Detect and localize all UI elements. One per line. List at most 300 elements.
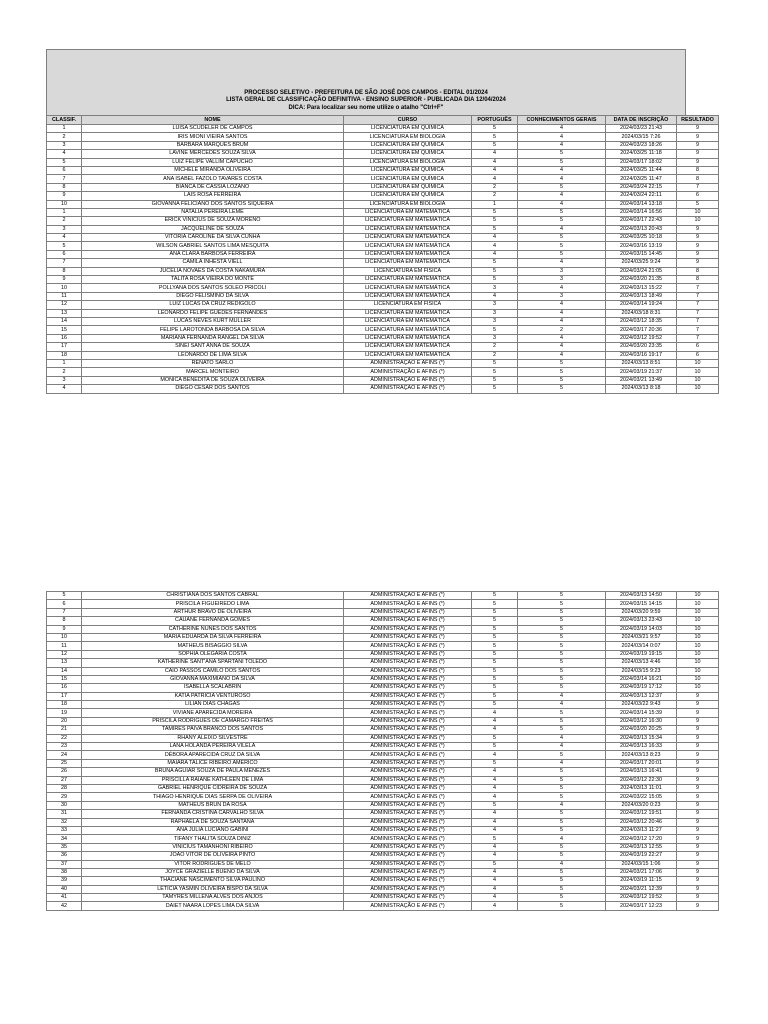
- portugues-cell: 5: [472, 267, 518, 275]
- course-cell: LICENCIATURA EM QUÍMICA: [344, 192, 472, 200]
- result-cell: 9: [677, 835, 719, 843]
- portugues-cell: 5: [472, 359, 518, 367]
- table-row: [47, 192, 719, 200]
- course-cell: ADMINISTRAÇÃO E AFINS (*): [344, 810, 472, 818]
- classif-cell: 34: [47, 835, 82, 843]
- name-cell: WILSON GABRIEL SANTOS LIMA MESQUITA: [82, 242, 344, 250]
- portugues-cell: 5: [472, 743, 518, 751]
- inscription-date-cell: 2024/03/20 23:35: [606, 343, 677, 351]
- table-body-page-2: [47, 592, 719, 911]
- table-row: [47, 334, 719, 342]
- name-cell: DIEGO FELISMINO DA SILVA: [82, 292, 344, 300]
- inscription-date-cell: 2024/03/22 9:43: [606, 701, 677, 709]
- result-cell: 9: [677, 234, 719, 242]
- table-row: [47, 175, 719, 183]
- course-cell: ADMINISTRAÇÃO E AFINS (*): [344, 868, 472, 876]
- result-cell: 9: [677, 133, 719, 141]
- name-cell: MARCEL MONTEIRO: [82, 368, 344, 376]
- result-cell: 10: [677, 617, 719, 625]
- course-cell: LICENCIATURA EM QUÍMICA: [344, 150, 472, 158]
- table-row: [47, 776, 719, 784]
- table-row: [47, 894, 719, 902]
- course-cell: LICENCIATURA EM MATEMÁTICA: [344, 343, 472, 351]
- result-cell: 9: [677, 701, 719, 709]
- name-cell: MARIANA FERNANDA RANGEL DA SILVA: [82, 334, 344, 342]
- course-cell: ADMINISTRAÇÃO E AFINS (*): [344, 885, 472, 893]
- course-cell: ADMINISTRAÇÃO E AFINS (*): [344, 734, 472, 742]
- classif-cell: 12: [47, 301, 82, 309]
- title-line-3: DICA: Para localizar seu nome utilize o atalho "Ctrl+F": [288, 104, 444, 111]
- inscription-date-cell: 2024/03/12 19:51: [606, 810, 677, 818]
- result-cell: 10: [677, 659, 719, 667]
- classif-cell: 15: [47, 675, 82, 683]
- conhecimentos-gerais-cell: 3: [518, 292, 606, 300]
- portugues-cell: 4: [472, 242, 518, 250]
- classif-cell: 39: [47, 877, 82, 885]
- portugues-cell: 4: [472, 234, 518, 242]
- inscription-date-cell: 2024/03/12 16:30: [606, 717, 677, 725]
- result-cell: 9: [677, 768, 719, 776]
- course-cell: ADMINISTRAÇÃO E AFINS (*): [344, 784, 472, 792]
- name-cell: THIAGO HENRIQUE DIAS SERPA DE OLIVEIRA: [82, 793, 344, 801]
- inscription-date-cell: 2024/03/13 18:49: [606, 292, 677, 300]
- name-cell: BIANCA DE CASSIA LOZANO: [82, 183, 344, 191]
- classif-cell: 33: [47, 826, 82, 834]
- inscription-date-cell: 2024/03/24 22:11: [606, 192, 677, 200]
- conhecimentos-gerais-cell: 5: [518, 242, 606, 250]
- portugues-cell: 5: [472, 692, 518, 700]
- conhecimentos-gerais-cell: 5: [518, 894, 606, 902]
- classif-cell: 29: [47, 793, 82, 801]
- conhecimentos-gerais-cell: 5: [518, 768, 606, 776]
- name-cell: GABRIEL HENRIQUE CIDREIRA DE SOUZA: [82, 784, 344, 792]
- name-cell: RAPHAELA DE SOUZA SANTANA: [82, 818, 344, 826]
- name-cell: CAIO PASSOS CAMILO DOS SANTOS: [82, 667, 344, 675]
- table-row: [47, 608, 719, 616]
- portugues-cell: 5: [472, 625, 518, 633]
- inscription-date-cell: 2024/03/13 8:51: [606, 359, 677, 367]
- inscription-date-cell: 2024/03/21 9:57: [606, 633, 677, 641]
- conhecimentos-gerais-cell: 5: [518, 885, 606, 893]
- classification-table-page-2: [46, 591, 719, 911]
- conhecimentos-gerais-cell: 4: [518, 284, 606, 292]
- result-cell: 7: [677, 334, 719, 342]
- result-cell: 10: [677, 633, 719, 641]
- course-cell: LICENCIATURA EM QUÍMICA: [344, 175, 472, 183]
- table-row: [47, 667, 719, 675]
- inscription-date-cell: 2024/03/12 20:46: [606, 818, 677, 826]
- conhecimentos-gerais-cell: 5: [518, 776, 606, 784]
- col-header-curso: CURSO: [344, 116, 472, 125]
- classif-cell: 6: [47, 600, 82, 608]
- course-cell: ADMINISTRAÇÃO E AFINS (*): [344, 877, 472, 885]
- conhecimentos-gerais-cell: 4: [518, 309, 606, 317]
- course-cell: ADMINISTRAÇÃO E AFINS (*): [344, 801, 472, 809]
- course-cell: LICENCIATURA EM MATEMÁTICA: [344, 225, 472, 233]
- portugues-cell: 4: [472, 894, 518, 902]
- conhecimentos-gerais-cell: 5: [518, 810, 606, 818]
- name-cell: ERICK VINICIUS DE SOUZA MORENO: [82, 217, 344, 225]
- table-row: [47, 885, 719, 893]
- portugues-cell: 4: [472, 784, 518, 792]
- inscription-date-cell: 2024/03/13 14:50: [606, 592, 677, 600]
- table-row: [47, 684, 719, 692]
- result-cell: 9: [677, 743, 719, 751]
- result-cell: 9: [677, 225, 719, 233]
- table-row: [47, 633, 719, 641]
- result-cell: 10: [677, 376, 719, 384]
- portugues-cell: 3: [472, 334, 518, 342]
- classif-cell: 11: [47, 292, 82, 300]
- conhecimentos-gerais-cell: 4: [518, 225, 606, 233]
- table-row: [47, 810, 719, 818]
- course-cell: ADMINISTRAÇÃO E AFINS (*): [344, 902, 472, 910]
- name-cell: MONICA BENEDITA DE SOUZA OLIVEIRA: [82, 376, 344, 384]
- course-cell: ADMINISTRAÇÃO E AFINS (*): [344, 642, 472, 650]
- name-cell: VIVIANE APARECIDA MOREIRA: [82, 709, 344, 717]
- name-cell: CAMILA INHESTA VIELL: [82, 259, 344, 267]
- course-cell: ADMINISTRAÇÃO E AFINS (*): [344, 667, 472, 675]
- course-cell: LICENCIATURA EM MATEMÁTICA: [344, 208, 472, 216]
- name-cell: TAMIRES PAIVA BRANCO DOS SANTOS: [82, 726, 344, 734]
- classif-cell: 19: [47, 709, 82, 717]
- name-cell: VITOR RODRIGUES DE MELO: [82, 860, 344, 868]
- conhecimentos-gerais-cell: 4: [518, 259, 606, 267]
- inscription-date-cell: 2024/03/21 13:49: [606, 376, 677, 384]
- classif-cell: 36: [47, 852, 82, 860]
- result-cell: 9: [677, 877, 719, 885]
- portugues-cell: 5: [472, 667, 518, 675]
- classif-cell: 12: [47, 650, 82, 658]
- conhecimentos-gerais-cell: 3: [518, 267, 606, 275]
- inscription-date-cell: 2024/03/21 12:39: [606, 885, 677, 893]
- inscription-date-cell: 2024/03/13 23:43: [606, 617, 677, 625]
- conhecimentos-gerais-cell: 4: [518, 759, 606, 767]
- portugues-cell: 4: [472, 158, 518, 166]
- classif-cell: 6: [47, 250, 82, 258]
- portugues-cell: 4: [472, 726, 518, 734]
- table-row: [47, 826, 719, 834]
- inscription-date-cell: 2024/03/16 13:19: [606, 242, 677, 250]
- inscription-date-cell: 2024/03/12 22:30: [606, 776, 677, 784]
- conhecimentos-gerais-cell: 4: [518, 734, 606, 742]
- portugues-cell: 5: [472, 759, 518, 767]
- table-row: [47, 183, 719, 191]
- portugues-cell: 5: [472, 835, 518, 843]
- inscription-date-cell: 2024/03/13 12:37: [606, 692, 677, 700]
- table-row: [47, 351, 719, 359]
- portugues-cell: 5: [472, 326, 518, 334]
- conhecimentos-gerais-cell: 4: [518, 334, 606, 342]
- course-cell: ADMINISTRAÇÃO E AFINS (*): [344, 385, 472, 393]
- inscription-date-cell: 2024/03/13 16:33: [606, 743, 677, 751]
- classif-cell: 3: [47, 225, 82, 233]
- portugues-cell: 4: [472, 709, 518, 717]
- name-cell: PRISCILLA RAIANE KATHLEEN DE LIMA: [82, 776, 344, 784]
- portugues-cell: 4: [472, 751, 518, 759]
- classif-cell: 13: [47, 659, 82, 667]
- inscription-date-cell: 2024/03/17 20:36: [606, 326, 677, 334]
- course-cell: LICENCIATURA EM MATEMÁTICA: [344, 276, 472, 284]
- course-cell: LICENCIATURA EM MATEMÁTICA: [344, 292, 472, 300]
- table-row: [47, 759, 719, 767]
- result-cell: 9: [677, 150, 719, 158]
- name-cell: LUÍSA SCUDELER DE CAMPOS: [82, 125, 344, 133]
- inscription-date-cell: 2024/03/19 21:37: [606, 368, 677, 376]
- course-cell: LICENCIATURA EM MATEMÁTICA: [344, 351, 472, 359]
- course-cell: LICENCIATURA EM FÍSICA: [344, 301, 472, 309]
- classif-cell: 7: [47, 608, 82, 616]
- result-cell: 8: [677, 175, 719, 183]
- table-row: [47, 141, 719, 149]
- inscription-date-cell: 2024/03/14 0:07: [606, 642, 677, 650]
- course-cell: LICENCIATURA EM MATEMÁTICA: [344, 326, 472, 334]
- result-cell: 7: [677, 284, 719, 292]
- portugues-cell: 4: [472, 826, 518, 834]
- course-cell: ADMINISTRAÇÃO E AFINS (*): [344, 751, 472, 759]
- result-cell: 7: [677, 326, 719, 334]
- result-cell: 7: [677, 317, 719, 325]
- name-cell: VITÓRIA CAROLINE DA SILVA CUNHA: [82, 234, 344, 242]
- portugues-cell: 4: [472, 776, 518, 784]
- portugues-cell: 4: [472, 818, 518, 826]
- course-cell: ADMINISTRAÇÃO E AFINS (*): [344, 659, 472, 667]
- name-cell: MATHEUS BRUN DA ROSA: [82, 801, 344, 809]
- result-cell: 10: [677, 600, 719, 608]
- course-cell: ADMINISTRAÇÃO E AFINS (*): [344, 826, 472, 834]
- result-cell: 9: [677, 751, 719, 759]
- portugues-cell: 5: [472, 276, 518, 284]
- inscription-date-cell: 2024/03/23 18:26: [606, 141, 677, 149]
- inscription-date-cell: 2024/03/12 19:52: [606, 334, 677, 342]
- results-sheet-page-1: [46, 49, 714, 394]
- classif-cell: 10: [47, 284, 82, 292]
- conhecimentos-gerais-cell: 5: [518, 359, 606, 367]
- name-cell: FELIPE LAROTONDA BARBOSA DA SILVA: [82, 326, 344, 334]
- conhecimentos-gerais-cell: 5: [518, 650, 606, 658]
- classif-cell: 1: [47, 125, 82, 133]
- classif-cell: 7: [47, 175, 82, 183]
- portugues-cell: 5: [472, 650, 518, 658]
- conhecimentos-gerais-cell: 5: [518, 868, 606, 876]
- result-cell: 9: [677, 843, 719, 851]
- result-cell: 10: [677, 368, 719, 376]
- result-cell: 7: [677, 309, 719, 317]
- inscription-date-cell: 2024/03/25 10:18: [606, 234, 677, 242]
- portugues-cell: 5: [472, 208, 518, 216]
- inscription-date-cell: 2024/03/20 0:23: [606, 801, 677, 809]
- portugues-cell: 4: [472, 768, 518, 776]
- conhecimentos-gerais-cell: 5: [518, 217, 606, 225]
- name-cell: THACIANE NASCIMENTO SILVA PAULINO: [82, 877, 344, 885]
- conhecimentos-gerais-cell: 5: [518, 158, 606, 166]
- portugues-cell: 5: [472, 860, 518, 868]
- name-cell: LUCAS NEVES KURT MULLER: [82, 317, 344, 325]
- classif-cell: 13: [47, 309, 82, 317]
- inscription-date-cell: 2024/03/12 18:35: [606, 317, 677, 325]
- table-row: [47, 768, 719, 776]
- name-cell: MATHEUS BISAGGIO SILVA: [82, 642, 344, 650]
- table-row: [47, 343, 719, 351]
- result-cell: 10: [677, 650, 719, 658]
- conhecimentos-gerais-cell: 5: [518, 659, 606, 667]
- name-cell: MAIARA TALICE RIBEIRO AMERICO: [82, 759, 344, 767]
- conhecimentos-gerais-cell: 5: [518, 208, 606, 216]
- portugues-cell: 5: [472, 141, 518, 149]
- inscription-date-cell: 2024/03/17 20:01: [606, 759, 677, 767]
- name-cell: LETICIA YASMIN OLIVEIRA BISPO DA SILVA: [82, 885, 344, 893]
- name-cell: JUCELIA NOVAES DA COSTA NAKAMURA: [82, 267, 344, 275]
- classif-cell: 4: [47, 234, 82, 242]
- result-cell: 10: [677, 592, 719, 600]
- conhecimentos-gerais-cell: 5: [518, 600, 606, 608]
- table-row: [47, 600, 719, 608]
- name-cell: LEONARDO DE LIMA SILVA: [82, 351, 344, 359]
- table-row: [47, 709, 719, 717]
- portugues-cell: 3: [472, 309, 518, 317]
- course-cell: LICENCIATURA EM MATEMÁTICA: [344, 259, 472, 267]
- classif-cell: 8: [47, 183, 82, 191]
- table-row: [47, 692, 719, 700]
- course-cell: ADMINISTRAÇÃO E AFINS (*): [344, 709, 472, 717]
- classif-cell: 41: [47, 894, 82, 902]
- inscription-date-cell: 2024/03/25 9:24: [606, 259, 677, 267]
- course-cell: ADMINISTRAÇÃO E AFINS (*): [344, 759, 472, 767]
- result-cell: 7: [677, 292, 719, 300]
- portugues-cell: 5: [472, 701, 518, 709]
- name-cell: ANA JULIA LUCIANO GABINI: [82, 826, 344, 834]
- course-cell: ADMINISTRAÇÃO E AFINS (*): [344, 368, 472, 376]
- classif-cell: 30: [47, 801, 82, 809]
- result-cell: 9: [677, 810, 719, 818]
- course-cell: LICENCIATURA EM QUÍMICA: [344, 125, 472, 133]
- conhecimentos-gerais-cell: 4: [518, 200, 606, 208]
- result-cell: 6: [677, 192, 719, 200]
- portugues-cell: 5: [472, 734, 518, 742]
- name-cell: BRUNA AGUIAR SOUZA DE PAULA MENEZES: [82, 768, 344, 776]
- classif-cell: 16: [47, 334, 82, 342]
- classif-cell: 10: [47, 633, 82, 641]
- conhecimentos-gerais-cell: 4: [518, 192, 606, 200]
- portugues-cell: 4: [472, 877, 518, 885]
- conhecimentos-gerais-cell: 3: [518, 276, 606, 284]
- table-row: [47, 675, 719, 683]
- portugues-cell: 4: [472, 175, 518, 183]
- sheet-title-box: [46, 49, 686, 115]
- result-cell: 10: [677, 217, 719, 225]
- portugues-cell: 5: [472, 592, 518, 600]
- table-row: [47, 801, 719, 809]
- classif-cell: 37: [47, 860, 82, 868]
- result-cell: 10: [677, 684, 719, 692]
- classif-cell: 8: [47, 267, 82, 275]
- table-row: [47, 133, 719, 141]
- portugues-cell: 2: [472, 192, 518, 200]
- conhecimentos-gerais-cell: 5: [518, 667, 606, 675]
- result-cell: 9: [677, 125, 719, 133]
- course-cell: LICENCIATURA EM MATEMÁTICA: [344, 334, 472, 342]
- course-cell: ADMINISTRAÇÃO E AFINS (*): [344, 376, 472, 384]
- course-cell: LICENCIATURA EM BIOLOGIA: [344, 200, 472, 208]
- conhecimentos-gerais-cell: 2: [518, 326, 606, 334]
- classif-cell: 18: [47, 701, 82, 709]
- inscription-date-cell: 2024/03/25 11:44: [606, 166, 677, 174]
- portugues-cell: 5: [472, 608, 518, 616]
- course-cell: ADMINISTRAÇÃO E AFINS (*): [344, 608, 472, 616]
- conhecimentos-gerais-cell: 5: [518, 852, 606, 860]
- table-row: [47, 717, 719, 725]
- course-cell: LICENCIATURA EM BIOLOGIA: [344, 133, 472, 141]
- result-cell: 10: [677, 675, 719, 683]
- inscription-date-cell: 2024/03/25 11:18: [606, 150, 677, 158]
- table-row: [47, 267, 719, 275]
- conhecimentos-gerais-cell: 5: [518, 709, 606, 717]
- result-cell: 9: [677, 259, 719, 267]
- inscription-date-cell: 2024/03/13 4:46: [606, 659, 677, 667]
- col-header-classif: CLASSIF.: [47, 116, 82, 125]
- table-row: [47, 158, 719, 166]
- table-row: [47, 835, 719, 843]
- table-row: [47, 726, 719, 734]
- name-cell: POLLYANA DOS SANTOS SOLEO PRICOLI: [82, 284, 344, 292]
- inscription-date-cell: 2024/03/13 12:55: [606, 843, 677, 851]
- classif-cell: 9: [47, 192, 82, 200]
- portugues-cell: 4: [472, 843, 518, 851]
- portugues-cell: 2: [472, 343, 518, 351]
- course-cell: LICENCIATURA EM QUÍMICA: [344, 166, 472, 174]
- classif-cell: 8: [47, 617, 82, 625]
- portugues-cell: 5: [472, 684, 518, 692]
- portugues-cell: 4: [472, 902, 518, 910]
- name-cell: CAUANE FERNANDA GOMES: [82, 617, 344, 625]
- conhecimentos-gerais-cell: 5: [518, 793, 606, 801]
- portugues-cell: 4: [472, 793, 518, 801]
- table-row: [47, 793, 719, 801]
- conhecimentos-gerais-cell: 4: [518, 835, 606, 843]
- classif-cell: 3: [47, 141, 82, 149]
- portugues-cell: 5: [472, 801, 518, 809]
- classif-cell: 20: [47, 717, 82, 725]
- table-row: [47, 242, 719, 250]
- course-cell: ADMINISTRAÇÃO E AFINS (*): [344, 701, 472, 709]
- results-sheet-page-2: [46, 591, 701, 911]
- classif-cell: 40: [47, 885, 82, 893]
- conhecimentos-gerais-cell: 4: [518, 301, 606, 309]
- inscription-date-cell: 2024/03/15 14:45: [606, 250, 677, 258]
- table-row: [47, 617, 719, 625]
- conhecimentos-gerais-cell: 4: [518, 743, 606, 751]
- portugues-cell: 2: [472, 351, 518, 359]
- course-cell: ADMINISTRAÇÃO E AFINS (*): [344, 592, 472, 600]
- table-row: [47, 125, 719, 133]
- inscription-date-cell: 2024/03/19 22:27: [606, 852, 677, 860]
- title-line-1: PROCESSO SELETIVO - PREFEITURA DE SÃO JOSÉ DOS CAMPOS - EDITAL 01/2024: [244, 89, 488, 96]
- classif-cell: 3: [47, 376, 82, 384]
- conhecimentos-gerais-cell: 4: [518, 801, 606, 809]
- name-cell: PRISCILA RODRIGUES DE CAMARGO FREITAS: [82, 717, 344, 725]
- conhecimentos-gerais-cell: 5: [518, 843, 606, 851]
- classif-cell: 24: [47, 751, 82, 759]
- result-cell: 9: [677, 726, 719, 734]
- table-row: [47, 734, 719, 742]
- name-cell: DIEGO CÉSAR DOS SANTOS: [82, 385, 344, 393]
- classif-cell: 31: [47, 810, 82, 818]
- name-cell: ANA CLARA BARBOSA FERREIRA: [82, 250, 344, 258]
- table-row: [47, 200, 719, 208]
- result-cell: 9: [677, 852, 719, 860]
- classif-cell: 17: [47, 692, 82, 700]
- portugues-cell: 5: [472, 600, 518, 608]
